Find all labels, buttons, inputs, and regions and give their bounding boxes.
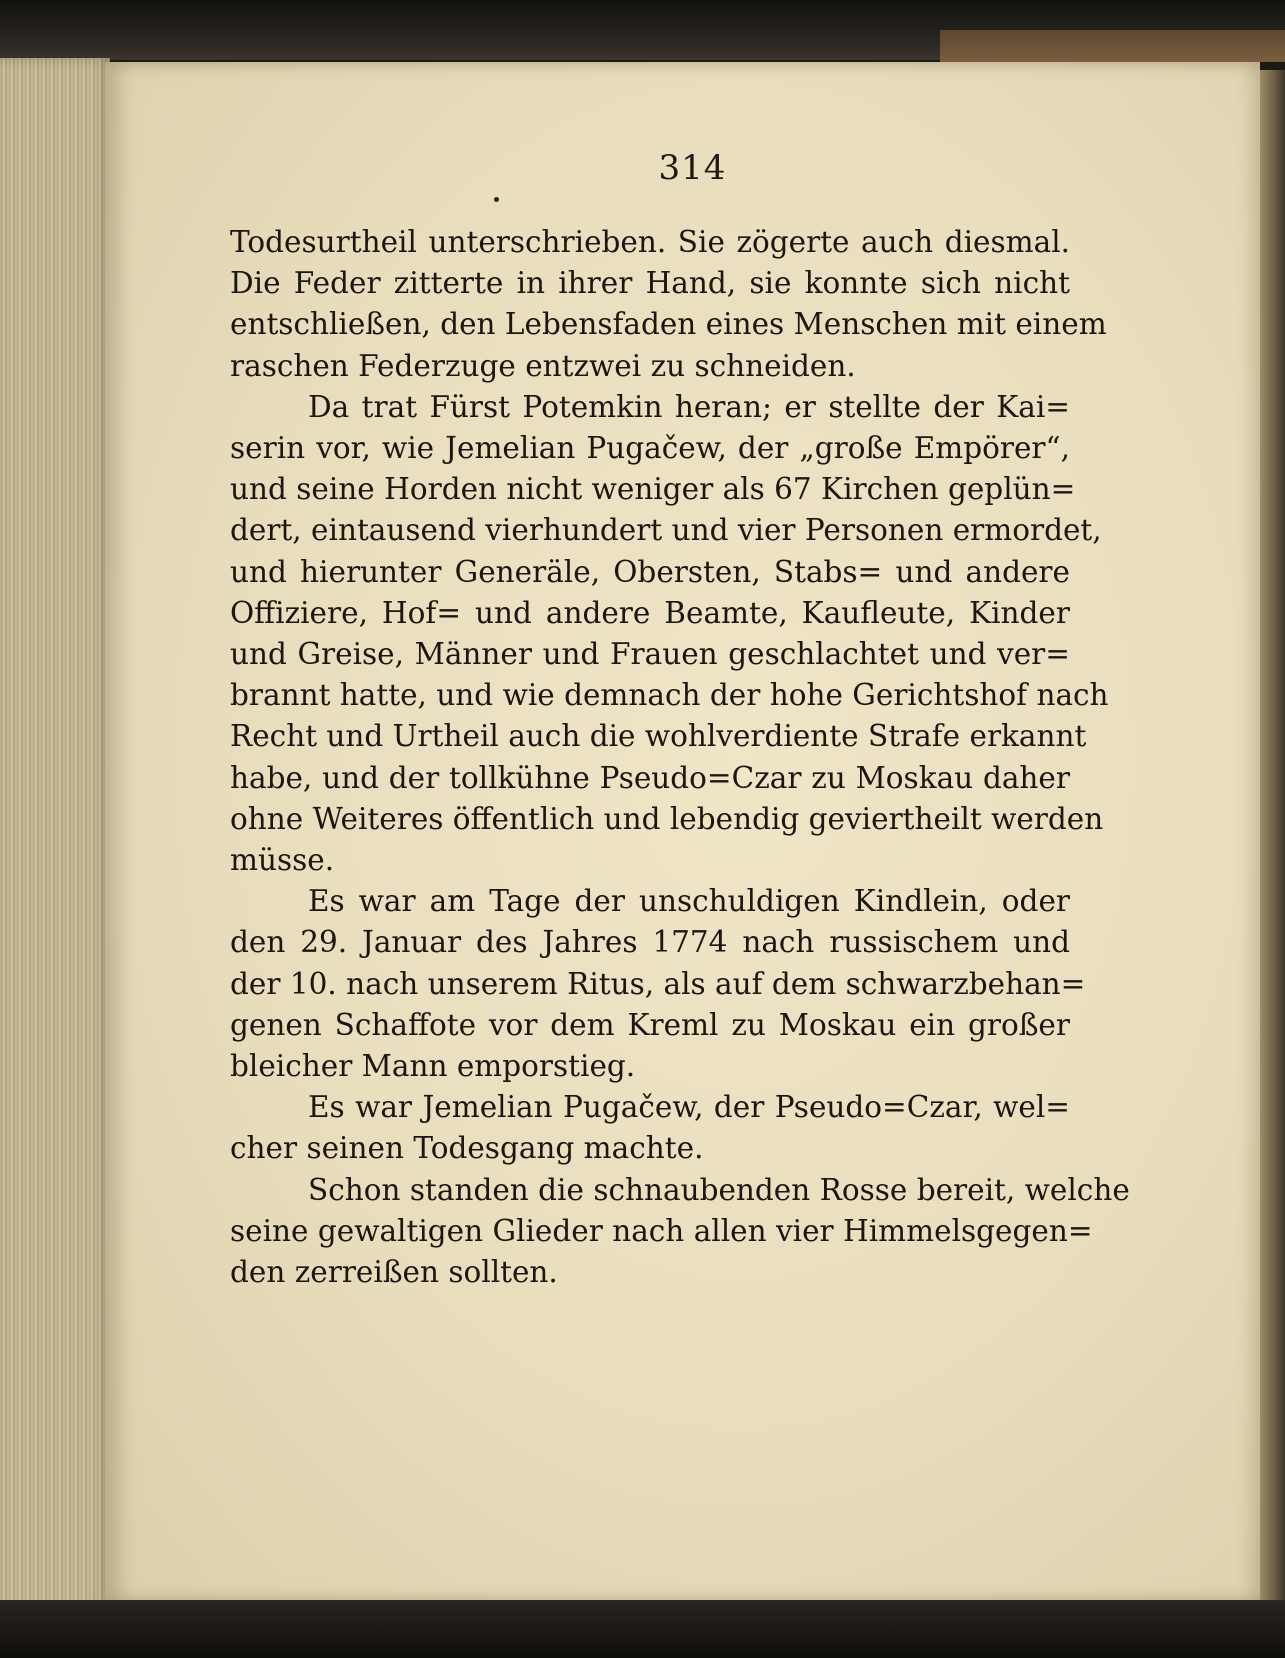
text-line: dert, eintausend vierhundert und vier Personen ermordet,: [230, 513, 1102, 548]
text-line: Es war am Tage der unschuldigen Kindlein, oder: [308, 884, 1070, 919]
page-edges-left: [0, 58, 110, 1608]
text-line: Todesurtheil unterschrieben. Sie zögerte auch diesmal.: [230, 225, 1070, 259]
paragraph-4: [230, 1087, 1070, 1169]
text-line: Offiziere, Hof= und andere Beamte, Kaufleute, Kinder: [230, 595, 1070, 630]
text-line: Recht und Urtheil auch die wohlverdiente Strafe erkannt: [230, 719, 1087, 754]
text-line: genen Schaffote vor dem Kreml zu Moskau ein großer: [230, 1007, 1070, 1042]
text-line: seine gewaltigen Glieder nach allen vier Himmelsgegen=: [230, 1213, 1093, 1248]
text-line: den 29. Januar des Jahres 1774 nach russischem und: [230, 925, 1070, 960]
body-text: [230, 222, 1130, 1293]
text-line: cher seinen Todesgang machte.: [230, 1131, 704, 1166]
paragraph-1: [230, 222, 1107, 387]
text-line: entschließen, den Lebensfaden eines Menschen mit einem: [230, 307, 1107, 342]
text-line: den zerreißen sollten.: [230, 1255, 558, 1290]
text-line: serin vor, wie Jemelian Pugačew, der „große Empörer“,: [230, 431, 1070, 466]
book-cover-right: [1258, 70, 1285, 1600]
paragraph-3: [230, 881, 1086, 1087]
text-line: der 10. nach unserem Ritus, als auf dem schwarzbehan=: [230, 966, 1086, 1001]
text-line: ohne Weiteres öffentlich und lebendig geviertheilt werden: [230, 801, 1104, 836]
text-line: und Greise, Männer und Frauen geschlachtet und ver=: [230, 637, 1070, 672]
page-number: 314: [658, 148, 727, 188]
ink-speck: [494, 197, 499, 202]
text-line: Es war Jemelian Pugačew, der Pseudo=Czar, wel=: [308, 1090, 1070, 1125]
text-line: Da trat Fürst Potemkin heran; er stellte der Kai=: [308, 389, 1070, 424]
text-line: Schon standen die schnaubenden Rosse bereit, welche: [308, 1172, 1130, 1207]
text-line: und hierunter Generäle, Obersten, Stabs= und andere: [230, 554, 1070, 589]
text-line: und seine Horden nicht weniger als 67 Kirchen geplün=: [230, 472, 1076, 507]
background-bottom: [0, 1600, 1285, 1658]
text-line: Die Feder zitterte in ihrer Hand, sie konnte sich nicht: [230, 266, 1070, 301]
text-line: brannt hatte, und wie demnach der hohe Gerichtshof nach: [230, 678, 1109, 713]
text-line: bleicher Mann emporstieg.: [230, 1049, 636, 1084]
text-line: müsse.: [230, 843, 335, 878]
paragraph-2: [230, 387, 1109, 881]
text-line: habe, und der tollkühne Pseudo=Czar zu Moskau daher: [230, 760, 1070, 795]
paragraph-5: [230, 1170, 1130, 1294]
text-line: raschen Federzuge entzwei zu schneiden.: [230, 348, 856, 383]
book-cover-edge: [940, 30, 1285, 62]
